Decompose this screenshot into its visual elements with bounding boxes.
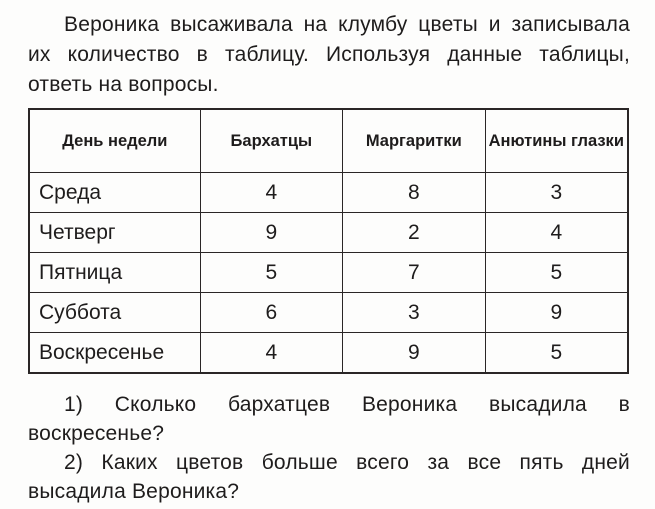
flowers-table	[28, 108, 629, 374]
value-cell: 3	[343, 293, 486, 333]
question-1: 1) Сколько бархатцев Вероника высадила в воскресенье?	[28, 393, 630, 445]
value-cell: 9	[485, 293, 628, 333]
table-row	[29, 333, 628, 374]
question-2: 2) Каких цветов больше всего за все пять дней высадила Вероника?	[28, 451, 630, 503]
value-cell: 7	[343, 253, 486, 293]
questions-block	[28, 390, 630, 506]
task-intro	[28, 10, 630, 100]
day-cell: Четверг	[29, 213, 200, 253]
value-cell: 2	[343, 213, 486, 253]
table-row	[29, 253, 628, 293]
day-cell: Пятница	[29, 253, 200, 293]
value-cell: 4	[485, 213, 628, 253]
value-cell: 9	[343, 333, 486, 374]
header-day-of-week: День недели	[29, 109, 200, 173]
value-cell: 6	[200, 293, 342, 333]
value-cell: 4	[200, 173, 342, 213]
value-cell: 5	[485, 253, 628, 293]
value-cell: 5	[485, 333, 628, 374]
value-cell: 4	[200, 333, 342, 374]
value-cell: 8	[343, 173, 486, 213]
day-cell: Среда	[29, 173, 200, 213]
day-cell: Суббота	[29, 293, 200, 333]
header-pansies: Анютины глазки	[485, 109, 628, 173]
value-cell: 9	[200, 213, 342, 253]
intro-text: Вероника высаживала на клумбу цветы и записывала их количество в таблицу. Используя данные таблицы, ответь на вопросы.	[28, 13, 630, 96]
header-daisies: Маргаритки	[343, 109, 486, 173]
table-row	[29, 213, 628, 253]
day-cell: Воскресенье	[29, 333, 200, 374]
table-row	[29, 173, 628, 213]
header-marigolds: Бархатцы	[200, 109, 342, 173]
table-row	[29, 293, 628, 333]
value-cell: 3	[485, 173, 628, 213]
table-header-row	[29, 109, 628, 173]
value-cell: 5	[200, 253, 342, 293]
